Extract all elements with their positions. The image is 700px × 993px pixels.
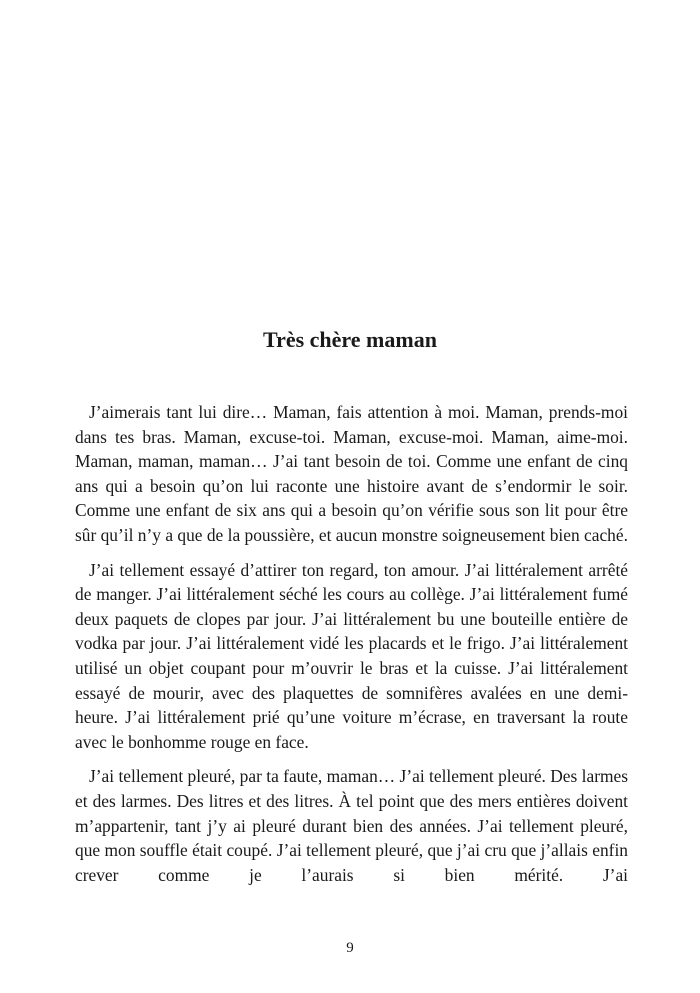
- chapter-body: [75, 400, 628, 897]
- chapter-title: Très chère maman: [263, 327, 437, 352]
- paragraph-2: J’ai tellement essayé d’attirer ton regard, ton amour. J’ai littéralement arrêté de manger. J’ai littéralement séché les cours au collège. J’ai littéralement fumé deux paquets de clopes par jour. J’ai littéralement bu une bouteille entière de vodka par jour. J’ai littéralement vidé les placards et le frigo. J’ai littéralement utilisé un objet coupant pour m’ouvrir le bras et la cuisse. J’ai littéralement essayé de mourir, avec des plaquettes de somnifères avalées en une demi-heure. J’ai littéralement prié qu’une voiture m’écrase, en traversant la route avec le bonhomme rouge en face.: [75, 559, 628, 752]
- paragraph-1: J’aimerais tant lui dire… Maman, fais attention à moi. Maman, prends-moi dans tes bras. Maman, excuse-toi. Maman, excuse-moi. Maman, aime-moi. Maman, maman, maman… J’ai tant besoin de toi. Comme une enfant de cinq ans qui a besoin qu’on lui raconte une histoire avant de s’endormir le soir. Comme une enfant de six ans qui a besoin qu’on vérifie sous son lit pour être sûr qu’il n’y a que de la poussière, et aucun monstre soigneusement bien caché.: [75, 402, 628, 545]
- paragraph-3: J’ai tellement pleuré, par ta faute, maman… J’ai tellement pleuré. Des larmes et des larmes. Des litres et des litres. À tel point que des mers entières doivent m’appartenir, tant j’y ai pleuré durant bien des années. J’ai tellement pleuré, que mon souffle était coupé. J’ai tellement pleuré, que j’ai cru que j’allais enfin crever comme je l’aurais si bien mérité. J’ai: [75, 766, 628, 885]
- page-number: 9: [346, 940, 354, 956]
